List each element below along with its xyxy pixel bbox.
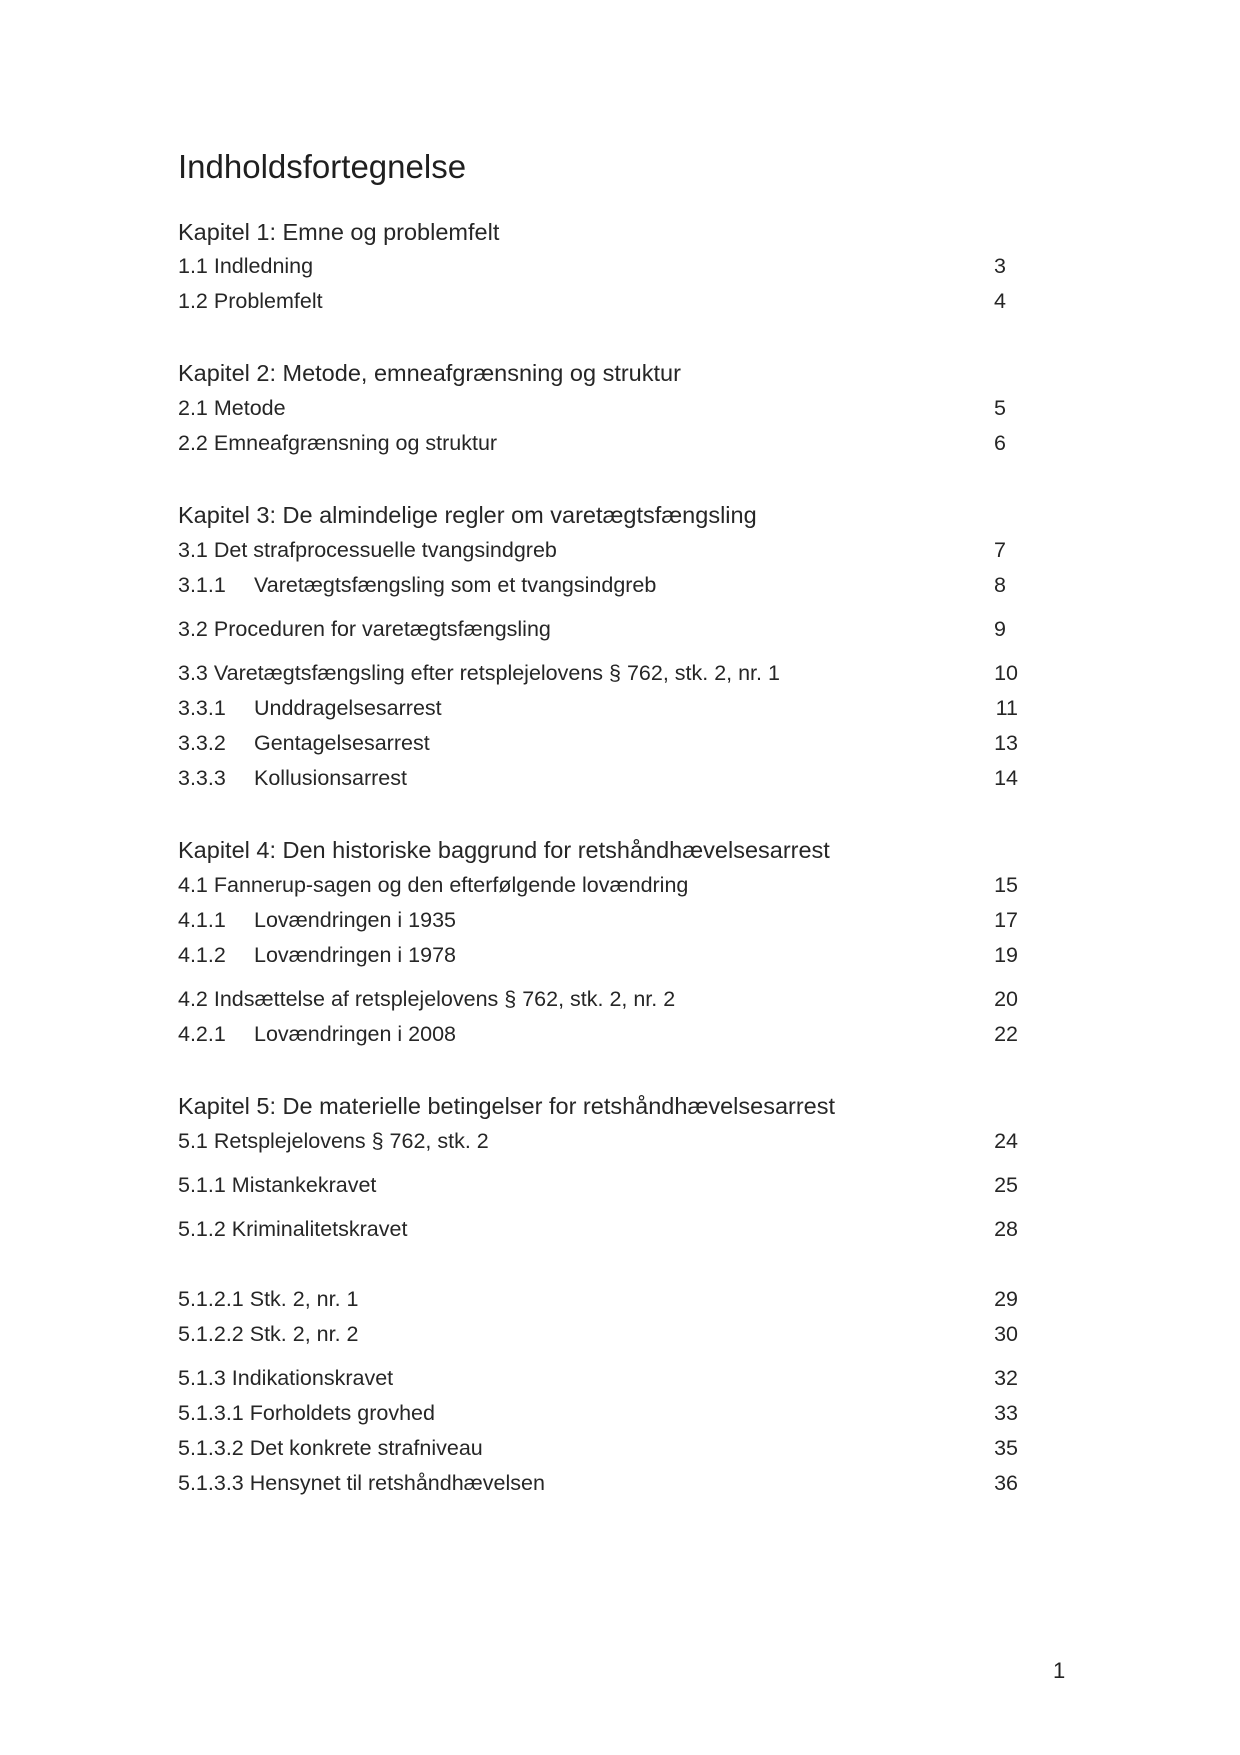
toc-entry-number: 3.1.1 <box>178 573 226 597</box>
toc-entry[interactable] <box>178 1287 1018 1319</box>
toc-entry-page: 19 <box>994 943 1018 967</box>
toc-entry-page: 14 <box>994 766 1018 790</box>
toc-entry-page: 4 <box>994 289 1006 313</box>
toc-entry-text: Kollusionsarrest <box>254 766 407 790</box>
toc-entry-text: Unddragelsesarrest <box>254 696 442 720</box>
toc-entry[interactable] <box>178 731 1018 763</box>
toc-entry[interactable] <box>178 1322 1018 1354</box>
toc-entry[interactable] <box>178 573 1018 605</box>
toc-entry-page: 30 <box>994 1322 1018 1346</box>
toc-entry-page: 33 <box>994 1401 1018 1425</box>
toc-entry[interactable] <box>178 1366 1018 1398</box>
toc-entry-page: 36 <box>994 1471 1018 1495</box>
toc-entry-text: 3.3 Varetægtsfængsling efter retsplejelovens § 762, stk. 2, nr. 1 <box>178 661 780 685</box>
toc-entry-number: 3.3.1 <box>178 696 226 720</box>
toc-entry-page: 9 <box>994 617 1006 641</box>
toc-entry-page: 15 <box>994 873 1018 897</box>
toc-entry-page: 5 <box>994 396 1006 420</box>
toc-entry-page: 13 <box>994 731 1018 755</box>
toc-entry[interactable] <box>178 908 1018 940</box>
toc-entry-page: 10 <box>994 661 1018 685</box>
toc-entry-text: 5.1 Retsplejelovens § 762, stk. 2 <box>178 1129 489 1153</box>
toc-entry[interactable] <box>178 538 1018 570</box>
toc-entry-page: 29 <box>994 1287 1018 1311</box>
toc-entry-page: 7 <box>994 538 1006 562</box>
toc-entry[interactable] <box>178 873 1018 905</box>
toc-entry-text: 1.2 Problemfelt <box>178 289 323 313</box>
toc-entry-page: 35 <box>994 1436 1018 1460</box>
toc-entry-text: 3.2 Proceduren for varetægtsfængsling <box>178 617 551 641</box>
toc-entry-text: Lovændringen i 1978 <box>254 943 457 967</box>
toc-entry-text: 3.1 Det strafprocessuelle tvangsindgreb <box>178 538 557 562</box>
toc-entry-page: 6 <box>994 431 1006 455</box>
toc-entry-text: Varetægtsfængsling som et tvangsindgreb <box>254 573 657 597</box>
toc-entry-page: 25 <box>994 1173 1018 1197</box>
toc-entry-text: 5.1.1 Mistankekravet <box>178 1173 377 1197</box>
toc-entry-text: 5.1.3.1 Forholdets grovhed <box>178 1401 435 1425</box>
toc-entry-number: 4.1.2 <box>178 943 226 967</box>
toc-entry-page: 11 <box>995 696 1018 720</box>
toc-entry[interactable] <box>178 289 1018 321</box>
toc-entry-page: 24 <box>994 1129 1018 1153</box>
toc-entry-text: 4.2 Indsættelse af retsplejelovens § 762, stk. 2, nr. 2 <box>178 987 676 1011</box>
toc-entry[interactable] <box>178 987 1018 1019</box>
toc-entry[interactable] <box>178 766 1018 798</box>
page-number: 1 <box>1053 1658 1066 1683</box>
toc-entry-page: 28 <box>994 1217 1018 1241</box>
toc-entry-text: 4.1 Fannerup-sagen og den efterfølgende lovændring <box>178 873 689 897</box>
chapter-heading: Kapitel 2: Metode, emneafgrænsning og struktur <box>178 360 681 386</box>
toc-entry-text: 5.1.3.3 Hensynet til retshåndhævelsen <box>178 1471 545 1495</box>
toc-entry-text: Gentagelsesarrest <box>254 731 430 755</box>
toc-entry[interactable] <box>178 254 1018 286</box>
toc-entry[interactable] <box>178 1401 1018 1433</box>
toc-entry-page: 3 <box>994 254 1006 278</box>
toc-entry-text: 5.1.2.2 Stk. 2, nr. 2 <box>178 1322 359 1346</box>
toc-entry-text: 2.2 Emneafgrænsning og struktur <box>178 431 498 455</box>
toc-entry[interactable] <box>178 431 1018 463</box>
chapter-heading: Kapitel 1: Emne og problemfelt <box>178 219 500 245</box>
chapter-heading: Kapitel 4: Den historiske baggrund for retshåndhævelsesarrest <box>178 837 830 863</box>
toc-entry-number: 3.3.2 <box>178 731 226 755</box>
toc-entry-text: 1.1 Indledning <box>178 254 314 278</box>
toc-entry-text: Lovændringen i 2008 <box>254 1022 457 1046</box>
toc-entry-number: 4.2.1 <box>178 1022 226 1046</box>
toc-entry-text: 5.1.2 Kriminalitetskravet <box>178 1217 408 1241</box>
toc-entry[interactable] <box>178 1173 1018 1205</box>
toc-entry[interactable] <box>178 1217 1018 1249</box>
toc-entry[interactable] <box>178 1436 1018 1468</box>
toc-entry[interactable] <box>178 943 1018 975</box>
toc-entry-number: 4.1.1 <box>178 908 226 932</box>
toc-entry-text: 5.1.2.1 Stk. 2, nr. 1 <box>178 1287 359 1311</box>
toc-entry-page: 32 <box>994 1366 1018 1390</box>
chapter-heading: Kapitel 3: De almindelige regler om varetægtsfængsling <box>178 502 757 528</box>
toc-entry[interactable] <box>178 1022 1018 1054</box>
toc-entry-text: Lovændringen i 1935 <box>254 908 457 932</box>
toc-entry-text: 5.1.3.2 Det konkrete strafniveau <box>178 1436 483 1460</box>
toc-entry-number: 3.3.3 <box>178 766 226 790</box>
chapter-heading: Kapitel 5: De materielle betingelser for retshåndhævelsesarrest <box>178 1093 836 1119</box>
toc-entry[interactable] <box>178 1471 1018 1503</box>
toc-entry-page: 22 <box>994 1022 1018 1046</box>
toc-entry-page: 17 <box>994 908 1018 932</box>
toc-entry-page: 20 <box>994 987 1018 1011</box>
toc-title: Indholdsfortegnelse <box>178 148 467 185</box>
toc-entry-page: 8 <box>994 573 1006 597</box>
toc-entry-text: 5.1.3 Indikationskravet <box>178 1366 394 1390</box>
toc-entry[interactable] <box>178 661 1018 693</box>
toc-entry[interactable] <box>178 396 1018 428</box>
toc-entry[interactable] <box>178 617 1018 649</box>
toc-entry-text: 2.1 Metode <box>178 396 286 420</box>
toc-entry[interactable] <box>178 1129 1018 1161</box>
toc-entry[interactable] <box>178 696 1018 728</box>
